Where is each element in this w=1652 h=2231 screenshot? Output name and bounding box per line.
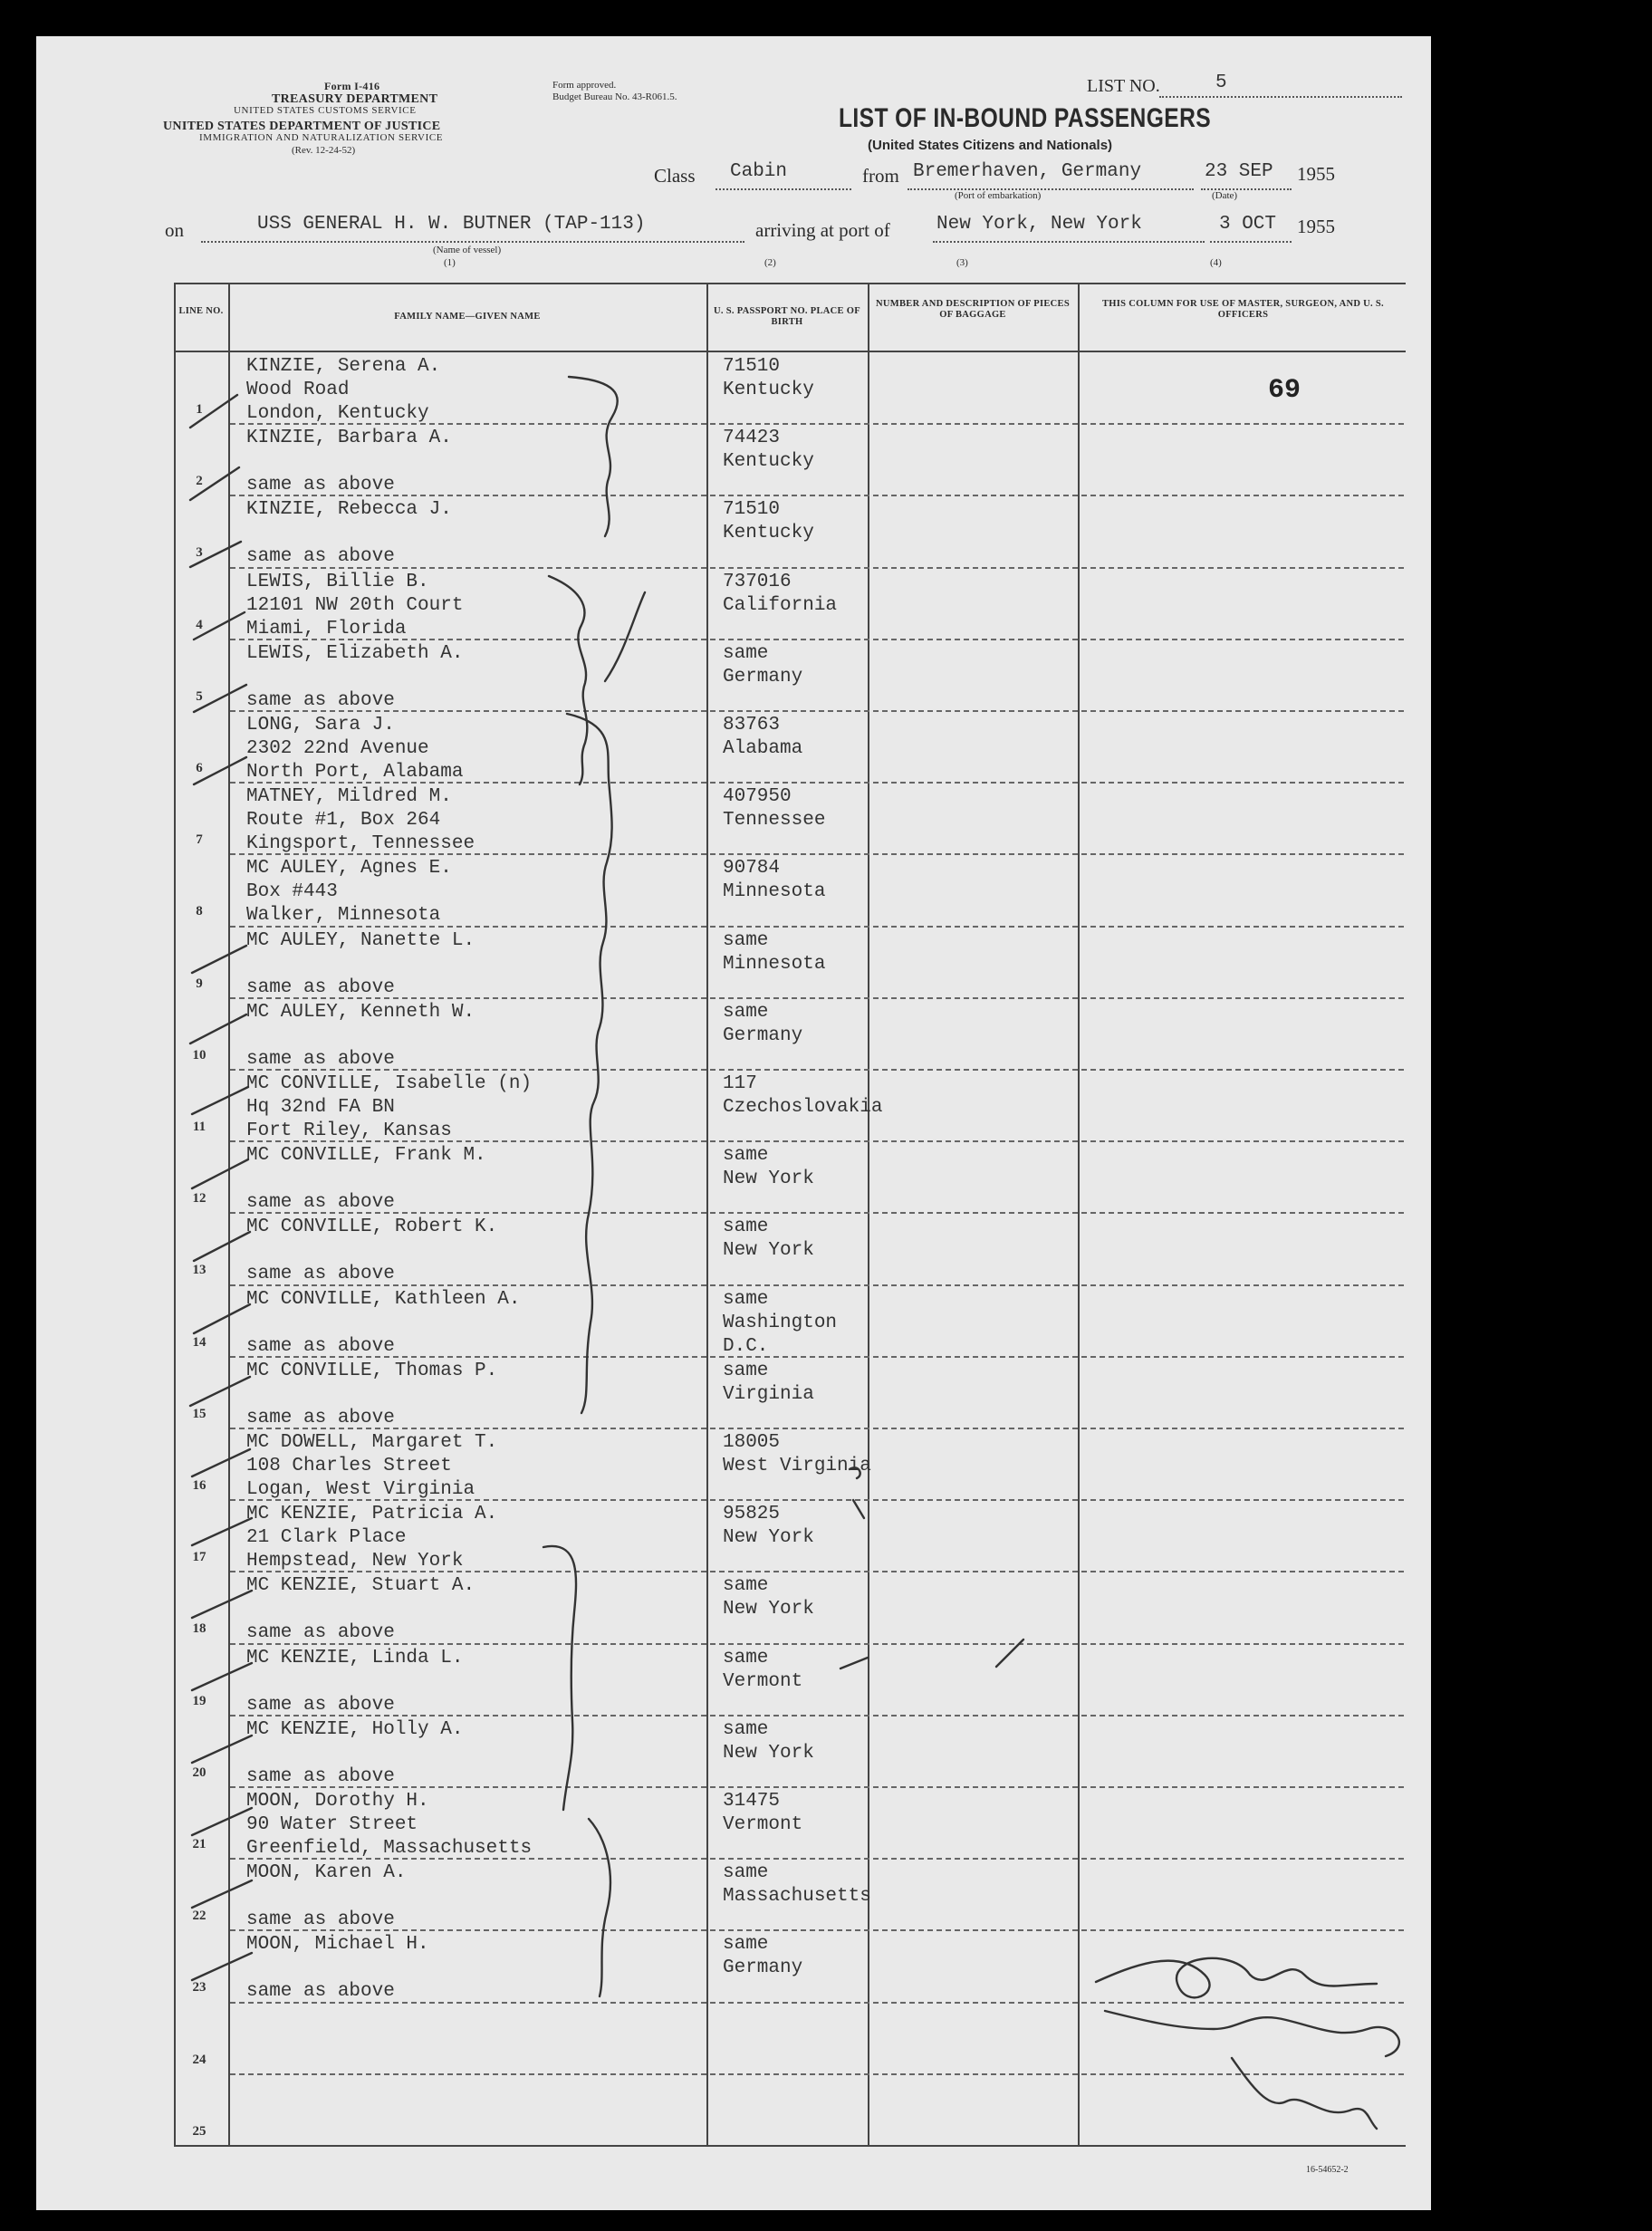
passenger-name: LONG, Sara J. 2302 22nd Avenue North Port, Alabama xyxy=(246,715,464,783)
line-number: 18 xyxy=(192,1621,206,1637)
passport-birthplace: same Germany xyxy=(723,642,803,688)
line-number: 21 xyxy=(192,1837,206,1851)
passport-birthplace: same Minnesota xyxy=(723,929,826,975)
passenger-name: MC AULEY, Kenneth W. same as above xyxy=(246,1001,475,1070)
passport-birthplace: same Washington D.C. xyxy=(723,1288,838,1357)
passport-birthplace: 95825 New York xyxy=(723,1504,814,1549)
passport-birthplace: 83763 Alabama xyxy=(723,715,803,759)
list-no-label: LIST NO. xyxy=(1087,76,1160,96)
class-value: Cabin xyxy=(730,161,788,182)
line-number: 9 xyxy=(196,976,203,991)
passenger-name: MATNEY, Mildred M. Route #1, Box 264 Kingsport, Tennessee xyxy=(246,786,475,855)
passport-birthplace: 407950 Tennessee xyxy=(723,786,826,832)
passenger-name: MC KENZIE, Holly A. same as above xyxy=(246,1718,464,1787)
passport-birthplace: 74423 Kentucky xyxy=(723,428,814,473)
line-number: 11 xyxy=(192,1120,206,1134)
dept-ins: IMMIGRATION AND NATURALIZATION SERVICE xyxy=(199,132,444,143)
line-number: 14 xyxy=(192,1334,206,1350)
line-number: 24 xyxy=(192,2052,206,2067)
form-revision: (Rev. 12-24-52) xyxy=(292,145,356,156)
date2-value: 3 OCT xyxy=(1219,214,1277,235)
line-number: 12 xyxy=(192,1191,206,1207)
line-number: 2 xyxy=(196,474,203,489)
date2-year: 1955 xyxy=(1297,216,1335,237)
col-header-baggage: NUMBER AND DESCRIPTION OF PIECES OF BAGGAGE xyxy=(876,299,1070,320)
line-number: 5 xyxy=(196,688,203,704)
manifest-sheet xyxy=(36,36,1431,2210)
col-caption-2: (2) xyxy=(764,257,776,268)
line-number: 23 xyxy=(192,1980,206,1995)
passport-birthplace: same New York xyxy=(723,1216,814,1262)
line-number: 8 xyxy=(196,904,203,919)
col-caption-1: (1) xyxy=(444,257,456,268)
col-caption-3: (3) xyxy=(956,257,968,268)
passport-birthplace: 31475 Vermont xyxy=(723,1791,803,1835)
page-title: LIST OF IN-BOUND PASSENGERS xyxy=(839,103,1212,133)
col-caption-4: (4) xyxy=(1210,257,1222,268)
passenger-name: MC KENZIE, Patricia A. 21 Clark Place Hempstead, New York xyxy=(246,1504,498,1572)
form-number: Form I-416 xyxy=(324,80,380,92)
from-value: Bremerhaven, Germany xyxy=(913,161,1142,182)
arriving-label: arriving at port of xyxy=(755,219,890,241)
passport-birthplace: same Massachusetts xyxy=(723,1862,871,1908)
passport-birthplace: same New York xyxy=(723,1718,814,1764)
passenger-name: MC CONVILLE, Kathleen A. same as above xyxy=(246,1288,521,1357)
passport-birthplace: 90784 Minnesota xyxy=(723,858,826,903)
passport-birthplace: 71510 Kentucky xyxy=(723,499,814,544)
passenger-name: LEWIS, Billie B. 12101 NW 20th Court Miami, Florida xyxy=(246,571,464,639)
dept-customs: UNITED STATES CUSTOMS SERVICE xyxy=(234,105,417,116)
line-number: 3 xyxy=(196,545,203,561)
date1-year: 1955 xyxy=(1297,163,1335,185)
passport-birthplace: 117 Czechoslovakia xyxy=(723,1073,883,1118)
col-header-officers: THIS COLUMN FOR USE OF MASTER, SURGEON, AND U. S. OFFICERS xyxy=(1102,299,1384,320)
passenger-name: MC CONVILLE, Frank M. same as above xyxy=(246,1145,486,1214)
col-header-passport: U. S. PASSPORT NO. PLACE OF BIRTH xyxy=(714,306,860,327)
arrival-port: New York, New York xyxy=(936,214,1142,235)
passenger-name: MC DOWELL, Margaret T. 108 Charles Street Logan, West Virginia xyxy=(246,1432,498,1500)
line-number: 25 xyxy=(192,2123,206,2139)
handwritten-marks xyxy=(36,36,1431,2210)
line-number: 19 xyxy=(192,1693,206,1708)
date-caption: (Date) xyxy=(1212,190,1238,201)
passenger-name: MC KENZIE, Linda L. same as above xyxy=(246,1647,464,1716)
passenger-name: LEWIS, Elizabeth A. same as above xyxy=(246,642,464,711)
passenger-name: MC CONVILLE, Thomas P. same as above xyxy=(246,1360,498,1428)
passenger-name: MC CONVILLE, Isabelle (n) Hq 32nd FA BN Fort Riley, Kansas xyxy=(246,1073,533,1141)
line-number: 20 xyxy=(192,1765,206,1780)
passport-birthplace: same Germany xyxy=(723,1934,803,1979)
port-embark-caption: (Port of embarkation) xyxy=(955,190,1042,201)
passport-birthplace: same New York xyxy=(723,1575,814,1620)
col-header-line-no: LINE NO. xyxy=(178,306,224,316)
passenger-name: MC AULEY, Agnes E. Box #443 Walker, Minnesota xyxy=(246,858,452,927)
vessel-name: USS GENERAL H. W. BUTNER (TAP-113) xyxy=(257,214,646,235)
line-number: 7 xyxy=(196,832,203,848)
dept-treasury: TREASURY DEPARTMENT xyxy=(272,92,438,106)
passenger-name: KINZIE, Barbara A. same as above xyxy=(246,428,452,496)
footer-code: 16-54652-2 xyxy=(1306,2165,1349,2175)
passport-birthplace: same Virginia xyxy=(723,1360,814,1405)
line-number: 13 xyxy=(192,1263,206,1278)
passenger-name: MC KENZIE, Stuart A. same as above xyxy=(246,1575,475,1644)
line-number: 22 xyxy=(192,1909,206,1924)
col-header-name: FAMILY NAME—GIVEN NAME xyxy=(394,312,541,322)
from-label: from xyxy=(862,165,899,187)
passport-birthplace: same New York xyxy=(723,1145,814,1190)
dept-justice: UNITED STATES DEPARTMENT OF JUSTICE xyxy=(163,120,441,133)
line-number: 4 xyxy=(196,617,203,632)
line-number: 16 xyxy=(192,1478,206,1493)
date1-value: 23 SEP xyxy=(1205,161,1273,182)
on-label: on xyxy=(165,219,184,241)
line-number: 10 xyxy=(192,1047,206,1063)
line-number: 6 xyxy=(196,761,203,775)
passport-birthplace: same Vermont xyxy=(723,1647,803,1692)
line-number: 15 xyxy=(192,1406,206,1421)
page-subtitle: (United States Citizens and Nationals) xyxy=(868,138,1113,153)
passport-birthplace: same Germany xyxy=(723,1001,803,1046)
passenger-name: MOON, Dorothy H. 90 Water Street Greenfield, Massachusetts xyxy=(246,1791,533,1859)
passenger-name: MOON, Karen A. same as above xyxy=(246,1862,407,1931)
passenger-name: MC CONVILLE, Robert K. same as above xyxy=(246,1216,498,1285)
officer-mark: 69 xyxy=(1268,375,1301,406)
passport-birthplace: 71510 Kentucky xyxy=(723,356,814,400)
passenger-name: KINZIE, Serena A. Wood Road London, Kentucky xyxy=(246,356,441,424)
budget-bureau: Budget Bureau No. 43-R061.5. xyxy=(552,91,677,102)
passport-birthplace: 18005 West Virginia xyxy=(723,1432,871,1476)
form-approved: Form approved. xyxy=(552,80,617,91)
passenger-name: KINZIE, Rebecca J. same as above xyxy=(246,499,452,568)
passenger-name: MOON, Michael H. same as above xyxy=(246,1934,429,2003)
passenger-name: MC AULEY, Nanette L. same as above xyxy=(246,929,475,998)
vessel-caption: (Name of vessel) xyxy=(433,245,502,255)
line-number: 17 xyxy=(192,1550,206,1565)
line-number: 1 xyxy=(196,402,203,417)
list-no-value: 5 xyxy=(1215,72,1227,93)
class-label: Class xyxy=(654,165,696,187)
passport-birthplace: 737016 California xyxy=(723,571,838,616)
